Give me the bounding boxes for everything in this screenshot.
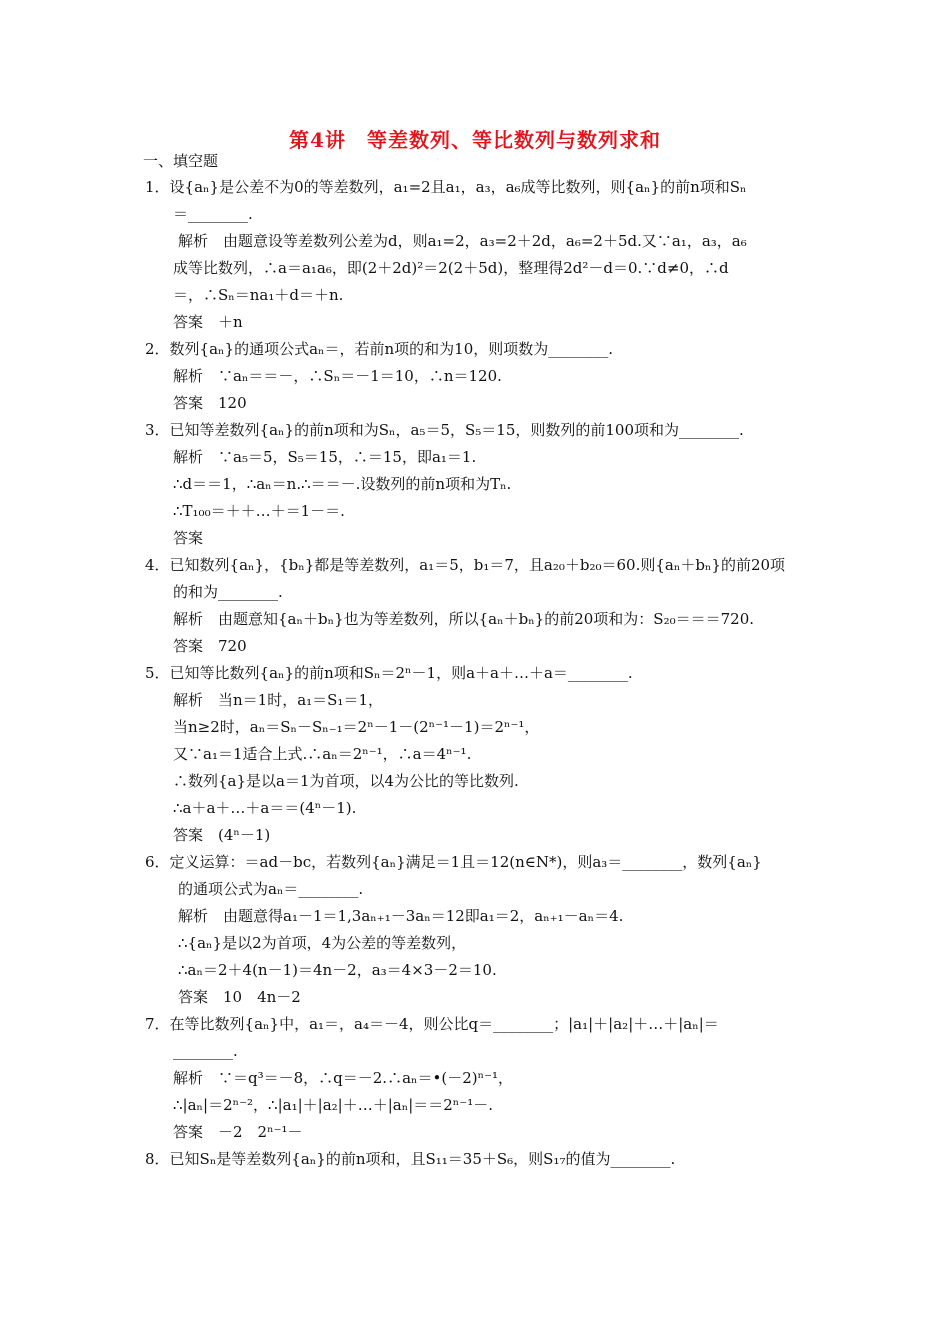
text-line: ∴T₁₀₀＝＋＋…＋＝1－＝. [173,502,345,520]
text-line: 答案 －2 2ⁿ⁻¹－ [173,1123,303,1141]
text-line: 4．已知数列{aₙ}，{bₙ}都是等差数列，a₁＝5，b₁＝7，且a₂₀＋b₂₀＝60.则{aₙ＋bₙ}的前20项 [145,556,786,574]
text-line: ________. [173,1042,238,1060]
text-line: ＝，∴Sₙ＝na₁＋d＝＋n. [173,286,344,304]
text-line: 答案 (4ⁿ－1) [173,826,271,844]
text-line: 解析 ∵aₙ＝＝－，∴Sₙ＝－1＝10，∴n＝120. [173,367,502,385]
problem-content [145,174,785,1173]
text-line: 成等比数列，∴a＝a₁a₆，即(2＋2d)²＝2(2＋5d)，整理得2d²－d＝0.∵d≠0，∴d [173,259,729,277]
text-line: 2．数列{aₙ}的通项公式aₙ＝，若前n项的和为10，则项数为________. [145,340,614,358]
text-line: 1．设{aₙ}是公差不为0的等差数列，a₁=2且a₁，a₃，a₆成等比数列，则{aₙ}的前n项和Sₙ [145,178,747,196]
text-line: 答案 10 4n－2 [178,988,301,1006]
text-line: 的和为________. [173,583,283,601]
text-line: 3．已知等差数列{aₙ}的前n项和为Sₙ，a₅＝5，S₅＝15，则数列的前100项和为________. [145,421,744,439]
text-line: ＝________. [173,205,253,223]
text-line: 答案 [173,529,204,547]
text-line: 答案 720 [173,637,247,655]
text-line: 8．已知Sₙ是等差数列{aₙ}的前n项和，且S₁₁＝35＋S₆，则S₁₇的值为________. [145,1150,676,1168]
text-line: 解析 ∵a₅＝5，S₅＝15，∴＝15，即a₁＝1. [173,448,477,466]
text-line: ∴a＋a＋…＋a＝＝(4ⁿ－1). [173,799,357,817]
text-line: 的通项公式为aₙ＝________. [178,880,364,898]
text-line: 解析 由题意知{aₙ＋bₙ}也为等差数列，所以{aₙ＋bₙ}的前20项和为：S₂₀＝＝＝720. [173,610,755,628]
text-line: 当n≥2时，aₙ＝Sₙ－Sₙ₋₁＝2ⁿ－1－(2ⁿ⁻¹－1)＝2ⁿ⁻¹， [173,718,540,736]
text-line: 5．已知等比数列{aₙ}的前n项和Sₙ＝2ⁿ－1，则a＋a＋…＋a＝________. [145,664,633,682]
text-line: 答案 120 [173,394,247,412]
text-line: 又∵a₁＝1适合上式.∴aₙ＝2ⁿ⁻¹，∴a＝4ⁿ⁻¹. [173,745,472,763]
text-line: ∴数列{a}是以a＝1为首项，以4为公比的等比数列. [173,772,519,790]
text-line: 解析 由题意设等差数列公差为d，则a₁=2，a₃=2＋2d，a₆=2＋5d.又∵a₁，a₃，a₆ [178,232,747,250]
text-line: ∴{aₙ}是以2为首项，4为公差的等差数列， [178,934,467,952]
text-line: ∴|aₙ|＝2ⁿ⁻²，∴|a₁|＋|a₂|＋…＋|aₙ|＝＝2ⁿ⁻¹－. [173,1096,493,1114]
text-line: 解析 当n＝1时，a₁＝S₁＝1， [173,691,383,709]
text-line: ∴d＝＝1，∴aₙ＝n.∴＝＝－.设数列的前n项和为Tₙ. [173,475,512,493]
section-heading: 一、填空题 [143,152,219,170]
text-line: 解析 ∵＝q³＝－8，∴q＝－2.∴aₙ＝•(－2)ⁿ⁻¹， [173,1069,514,1087]
text-line: 答案 ＋n [173,313,243,331]
text-line: 6．定义运算：＝ad－bc，若数列{aₙ}满足＝1且＝12(n∈N*)，则a₃＝________，数列{aₙ} [145,853,762,871]
page-title: 第4讲 等差数列、等比数列与数列求和 [289,128,661,152]
text-line: ∴aₙ＝2＋4(n－1)＝4n－2，a₃＝4×3－2＝10. [178,961,497,979]
text-line: 7．在等比数列{aₙ}中，a₁＝，a₄＝－4，则公比q＝________；|a₁|＋|a₂|＋…＋|aₙ|＝ [145,1015,719,1033]
text-line: 解析 由题意得a₁－1＝1,3aₙ₊₁－3aₙ＝12即a₁＝2，aₙ₊₁－aₙ＝4. [178,907,624,925]
